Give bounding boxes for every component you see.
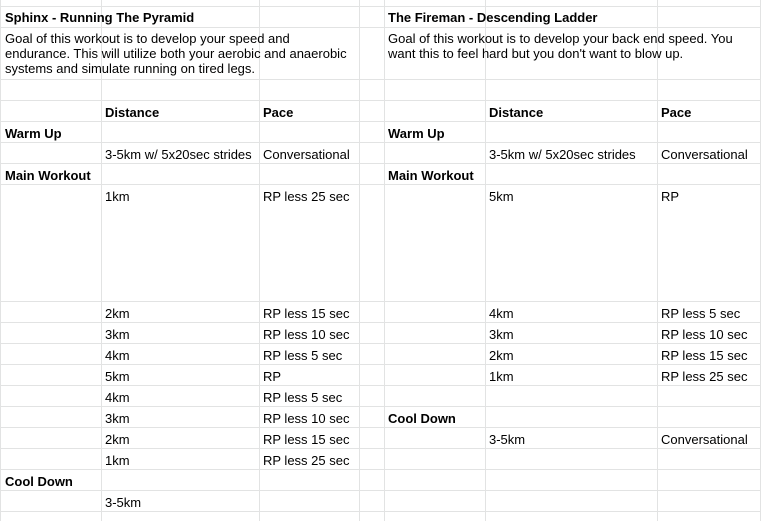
sphinx-main-pace[interactable]: RP less 25 sec bbox=[263, 189, 350, 204]
sphinx-main-pace[interactable]: RP less 15 sec bbox=[263, 432, 350, 447]
fireman-main-workout-label[interactable]: Main Workout bbox=[388, 168, 474, 183]
sphinx-main-distance[interactable]: 1km bbox=[105, 189, 130, 204]
fireman-main-distance[interactable]: 4km bbox=[489, 306, 514, 321]
fireman-goal[interactable]: Goal of this workout is to develop your back end speed. You want this to feel hard but you don't want to blow up. bbox=[388, 31, 733, 61]
fireman-main-distance[interactable]: 2km bbox=[489, 348, 514, 363]
fireman-main-pace[interactable]: RP less 25 sec bbox=[661, 369, 748, 384]
fireman-distance-header[interactable]: Distance bbox=[489, 105, 544, 120]
sphinx-warm-up-distance[interactable]: 3-5km w/ 5x20sec strides bbox=[105, 147, 252, 162]
fireman-warm-up-label[interactable]: Warm Up bbox=[388, 126, 445, 141]
sphinx-main-pace[interactable]: RP less 10 sec bbox=[263, 327, 350, 342]
fireman-warm-up-pace[interactable]: Conversational bbox=[661, 147, 748, 162]
sphinx-cool-down-distance[interactable]: 3-5km bbox=[105, 495, 142, 510]
sphinx-main-distance[interactable]: 2km bbox=[105, 432, 130, 447]
fireman-main-pace[interactable]: RP bbox=[661, 189, 680, 204]
fireman-title[interactable]: The Fireman - Descending Ladder bbox=[388, 10, 598, 25]
fireman-main-pace[interactable]: RP less 5 sec bbox=[661, 306, 741, 321]
fireman-main-distance[interactable]: 3km bbox=[489, 327, 514, 342]
sphinx-main-pace[interactable]: RP less 15 sec bbox=[263, 306, 350, 321]
fireman-main-pace[interactable]: RP less 15 sec bbox=[661, 348, 748, 363]
fireman-cool-down-pace[interactable]: Conversational bbox=[661, 432, 748, 447]
sphinx-main-distance[interactable]: 4km bbox=[105, 390, 130, 405]
sphinx-main-distance[interactable]: 3km bbox=[105, 411, 130, 426]
sphinx-cool-down-label[interactable]: Cool Down bbox=[5, 474, 73, 489]
sphinx-title[interactable]: Sphinx - Running The Pyramid bbox=[5, 10, 195, 25]
fireman-main-distance[interactable]: 5km bbox=[489, 189, 514, 204]
sphinx-distance-header[interactable]: Distance bbox=[105, 105, 160, 120]
sphinx-main-distance[interactable]: 2km bbox=[105, 306, 130, 321]
fireman-cool-down-distance[interactable]: 3-5km bbox=[489, 432, 526, 447]
fireman-cool-down-label[interactable]: Cool Down bbox=[388, 411, 456, 426]
sphinx-main-workout-label[interactable]: Main Workout bbox=[5, 168, 91, 183]
sphinx-main-pace[interactable]: RP less 5 sec bbox=[263, 348, 343, 363]
fireman-warm-up-distance[interactable]: 3-5km w/ 5x20sec strides bbox=[489, 147, 636, 162]
sphinx-warm-up-label[interactable]: Warm Up bbox=[5, 126, 62, 141]
sphinx-main-pace[interactable]: RP less 5 sec bbox=[263, 390, 343, 405]
fireman-pace-header[interactable]: Pace bbox=[661, 105, 692, 120]
sphinx-main-pace[interactable]: RP less 25 sec bbox=[263, 453, 350, 468]
sphinx-main-distance[interactable]: 5km bbox=[105, 369, 130, 384]
sphinx-main-distance[interactable]: 4km bbox=[105, 348, 130, 363]
fireman-main-pace[interactable]: RP less 10 sec bbox=[661, 327, 748, 342]
sphinx-goal[interactable]: Goal of this workout is to develop your speed and endurance. This will utilize both your aerobic and anaerobic systems and simulate running on tired legs. bbox=[5, 31, 347, 76]
sphinx-warm-up-pace[interactable]: Conversational bbox=[263, 147, 350, 162]
sphinx-pace-header[interactable]: Pace bbox=[263, 105, 294, 120]
sphinx-main-distance[interactable]: 3km bbox=[105, 327, 130, 342]
sphinx-main-pace[interactable]: RP less 10 sec bbox=[263, 411, 350, 426]
sphinx-main-distance[interactable]: 1km bbox=[105, 453, 130, 468]
sphinx-main-pace[interactable]: RP bbox=[263, 369, 282, 384]
fireman-main-distance[interactable]: 1km bbox=[489, 369, 514, 384]
